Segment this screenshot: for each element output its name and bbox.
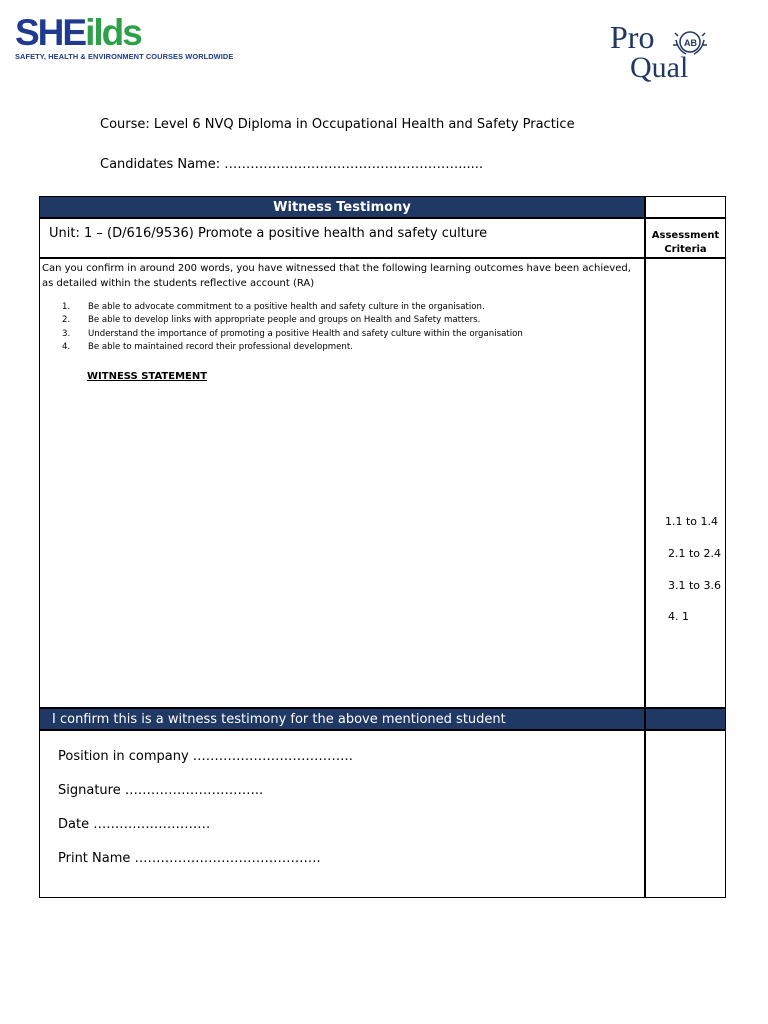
assessment-criteria-header: Assessment Criteria [645, 218, 726, 258]
header-side-cell [645, 196, 726, 218]
list-item: 2. Be able to develop links with appropriate people and groups on Health and Safety matters. [62, 315, 481, 326]
unit-row [39, 218, 726, 258]
statement-row [39, 258, 726, 708]
learning-outcomes-list [42, 301, 642, 355]
logo-ilds-text: ilds [85, 12, 141, 53]
signature-fields-row [39, 730, 726, 898]
date-field[interactable]: Date ……………………… [58, 817, 211, 832]
intro-text: Can you confirm in around 200 words, you have witnessed that the following learning outcomes have been achieved, as detailed within the students reflective account (RA) [42, 263, 631, 289]
witness-statement-area[interactable] [39, 258, 645, 708]
witness-header-row [39, 196, 726, 218]
proqual-pro-text: Pro [610, 19, 655, 55]
signature-fields [39, 730, 645, 898]
candidate-name-field[interactable]: Candidates Name: ………………………………………………...... [100, 157, 484, 172]
unit-title: Unit: 1 – (D/616/9536) Promote a positive health and safety culture [39, 218, 645, 258]
criteria-value: 4. 1 [668, 610, 689, 623]
fields-side-cell [645, 730, 726, 898]
proqual-badge-text: AB [684, 38, 697, 48]
criteria-value: 2.1 to 2.4 [668, 547, 722, 560]
witness-statement-heading: WITNESS STATEMENT [87, 370, 208, 382]
list-item: 4. Be able to maintained record their professional development. [62, 342, 353, 353]
list-item: 3. Understand the importance of promoting a positive Health and safety culture within the organisation [62, 328, 523, 339]
confirm-header: I confirm this is a witness testimony for the above mentioned student [39, 708, 645, 730]
confirm-side-header [645, 708, 726, 730]
sheilds-logo [15, 14, 295, 64]
logo-she-text: SHE [15, 12, 86, 53]
list-item: 1. Be able to advocate commitment to a positive health and safety culture in the organisation. [62, 302, 485, 312]
course-title: Course: Level 6 NVQ Diploma in Occupational Health and Safety Practice [100, 117, 575, 132]
criteria-column [645, 258, 726, 708]
witness-testimony-form [39, 196, 726, 898]
confirm-row [39, 708, 726, 730]
position-field[interactable]: Position in company ………………………………. [58, 749, 353, 764]
proqual-logo [600, 14, 720, 94]
print-name-field[interactable]: Print Name ……………………………………. [58, 851, 321, 866]
witness-testimony-header: Witness Testimony [39, 196, 645, 218]
criteria-value: 3.1 to 3.6 [668, 579, 722, 592]
signature-field[interactable]: Signature ………………………….. [58, 783, 264, 798]
logo-tagline: SAFETY, HEALTH & ENVIRONMENT COURSES WORLDWIDE [15, 52, 234, 61]
criteria-value: 1.1 to 1.4 [665, 515, 719, 528]
proqual-qual-text: Qual [630, 51, 689, 84]
